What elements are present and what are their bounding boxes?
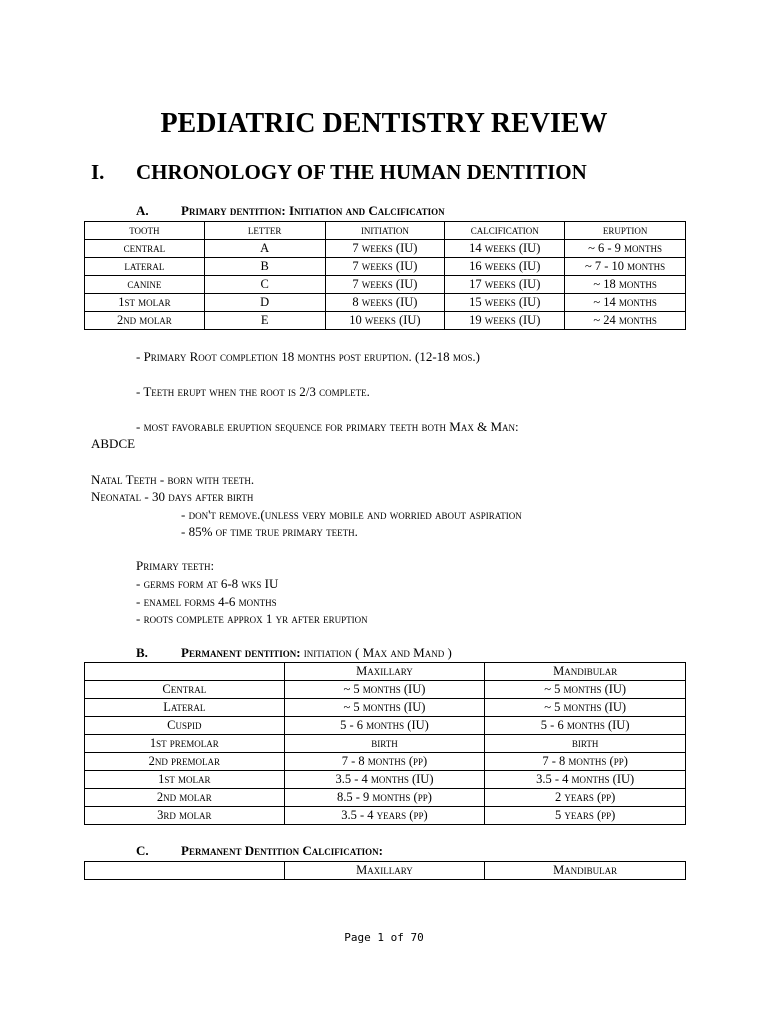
- subsection-b-title-bold: Permanent dentition:: [181, 645, 301, 660]
- table-cell: 3.5 - 4 months (IU): [485, 771, 686, 789]
- note-neonatal: Neonatal - 30 days after birth: [91, 489, 254, 504]
- table-cell: 14 weeks (IU): [445, 240, 565, 258]
- table-cell: Central: [85, 681, 285, 699]
- note-eruption-sequence: - most favorable eruption sequence for primary teeth both Max & Man:: [136, 419, 519, 434]
- table-cell: ~ 5 months (IU): [485, 699, 686, 717]
- header-cell: eruption: [565, 222, 686, 240]
- table-cell: 3.5 - 4 months (IU): [284, 771, 485, 789]
- table-cell: 19 weeks (IU): [445, 312, 565, 330]
- note-true-primary: - 85% of time true primary teeth.: [181, 524, 358, 539]
- table-cell: 15 weeks (IU): [445, 294, 565, 312]
- table-cell: 2nd molar: [85, 312, 205, 330]
- table-row: [85, 807, 686, 825]
- subsection-b-title-rest: initiation ( Max and Mand ): [300, 645, 452, 660]
- table-cell: ~ 5 months (IU): [284, 681, 485, 699]
- table-cell: A: [204, 240, 325, 258]
- header-cell: calcification: [445, 222, 565, 240]
- note-natal-teeth: Natal Teeth - born with teeth.: [91, 472, 255, 487]
- table-cell: 2nd premolar: [85, 753, 285, 771]
- table-row: [85, 789, 686, 807]
- table-row: [85, 294, 686, 312]
- table-cell: 5 - 6 months (IU): [284, 717, 485, 735]
- table-cell: 2 years (pp): [485, 789, 686, 807]
- table-row: [85, 717, 686, 735]
- primary-dentition-table: [84, 221, 686, 330]
- header-cell: [85, 663, 285, 681]
- note-dont-remove: - don't remove.(unless very mobile and worried about aspiration: [181, 507, 522, 522]
- table-header-row: [85, 222, 686, 240]
- header-cell: initiation: [325, 222, 445, 240]
- header-cell: Maxillary: [284, 862, 485, 880]
- header-cell: Mandibular: [485, 663, 686, 681]
- table-cell: 1st molar: [85, 294, 205, 312]
- table-cell: 7 - 8 months (pp): [485, 753, 686, 771]
- page-number: Page 1 of 70: [344, 931, 424, 944]
- table-cell: ~ 5 months (IU): [485, 681, 686, 699]
- table-cell: 1st molar: [85, 771, 285, 789]
- table-cell: 7 weeks (IU): [325, 258, 445, 276]
- table-cell: 5 - 6 months (IU): [485, 717, 686, 735]
- subsection-a-number: A.: [136, 203, 149, 218]
- table-cell: birth: [485, 735, 686, 753]
- table-cell: 7 weeks (IU): [325, 276, 445, 294]
- table-cell: B: [204, 258, 325, 276]
- note-eruption-order: ABDCE: [91, 436, 136, 451]
- permanent-calcification-table: [84, 861, 686, 880]
- table-cell: Cuspid: [85, 717, 285, 735]
- table-cell: Lateral: [85, 699, 285, 717]
- table-cell: ~ 7 - 10 months: [565, 258, 686, 276]
- table-cell: 3rd molar: [85, 807, 285, 825]
- table-cell: central: [85, 240, 205, 258]
- header-cell: Maxillary: [284, 663, 485, 681]
- subsection-b-number: B.: [136, 645, 148, 660]
- table-row: [85, 240, 686, 258]
- subsection-c-title: Permanent Dentition Calcification:: [181, 843, 383, 858]
- permanent-initiation-table: [84, 662, 686, 825]
- table-row: [85, 735, 686, 753]
- table-row: [85, 258, 686, 276]
- table-cell: 16 weeks (IU): [445, 258, 565, 276]
- table-row: [85, 771, 686, 789]
- note-root-completion: - Primary Root completion 18 months post eruption. (12-18 mos.): [136, 349, 480, 364]
- note-germs: - germs form at 6-8 wks IU: [136, 576, 279, 591]
- table-header-row: [85, 862, 686, 880]
- subsection-c-number: C.: [136, 843, 149, 858]
- table-cell: 1st premolar: [85, 735, 285, 753]
- table-cell: D: [204, 294, 325, 312]
- table-row: [85, 699, 686, 717]
- table-cell: 10 weeks (IU): [325, 312, 445, 330]
- table-cell: 5 years (pp): [485, 807, 686, 825]
- table-cell: 8.5 - 9 months (pp): [284, 789, 485, 807]
- table-cell: ~ 5 months (IU): [284, 699, 485, 717]
- table-cell: lateral: [85, 258, 205, 276]
- note-roots: - roots complete approx 1 yr after eruption: [136, 611, 368, 626]
- page-title: PEDIATRIC DENTISTRY REVIEW: [160, 108, 608, 139]
- table-cell: birth: [284, 735, 485, 753]
- subsection-b-title: [181, 645, 452, 661]
- table-cell: ~ 18 months: [565, 276, 686, 294]
- header-cell: [85, 862, 285, 880]
- table-cell: 7 - 8 months (pp): [284, 753, 485, 771]
- subsection-a-title: Primary dentition: Initiation and Calcification: [181, 203, 445, 218]
- table-cell: 17 weeks (IU): [445, 276, 565, 294]
- table-cell: 2nd molar: [85, 789, 285, 807]
- table-cell: ~ 24 months: [565, 312, 686, 330]
- table-row: [85, 681, 686, 699]
- note-primary-teeth: Primary teeth:: [136, 558, 215, 573]
- note-eruption-root: - Teeth erupt when the root is 2/3 complete.: [136, 384, 370, 399]
- table-cell: canine: [85, 276, 205, 294]
- section-title: CHRONOLOGY OF THE HUMAN DENTITION: [136, 160, 587, 184]
- section-number: I.: [91, 160, 105, 184]
- table-header-row: [85, 663, 686, 681]
- note-enamel: - enamel forms 4-6 months: [136, 594, 277, 609]
- table-cell: ~ 14 months: [565, 294, 686, 312]
- table-row: [85, 753, 686, 771]
- table-cell: E: [204, 312, 325, 330]
- table-cell: C: [204, 276, 325, 294]
- table-cell: 8 weeks (IU): [325, 294, 445, 312]
- header-cell: Mandibular: [485, 862, 686, 880]
- table-cell: 3.5 - 4 years (pp): [284, 807, 485, 825]
- table-row: [85, 276, 686, 294]
- table-cell: 7 weeks (IU): [325, 240, 445, 258]
- header-cell: tooth: [85, 222, 205, 240]
- table-cell: ~ 6 - 9 months: [565, 240, 686, 258]
- table-row: [85, 312, 686, 330]
- header-cell: letter: [204, 222, 325, 240]
